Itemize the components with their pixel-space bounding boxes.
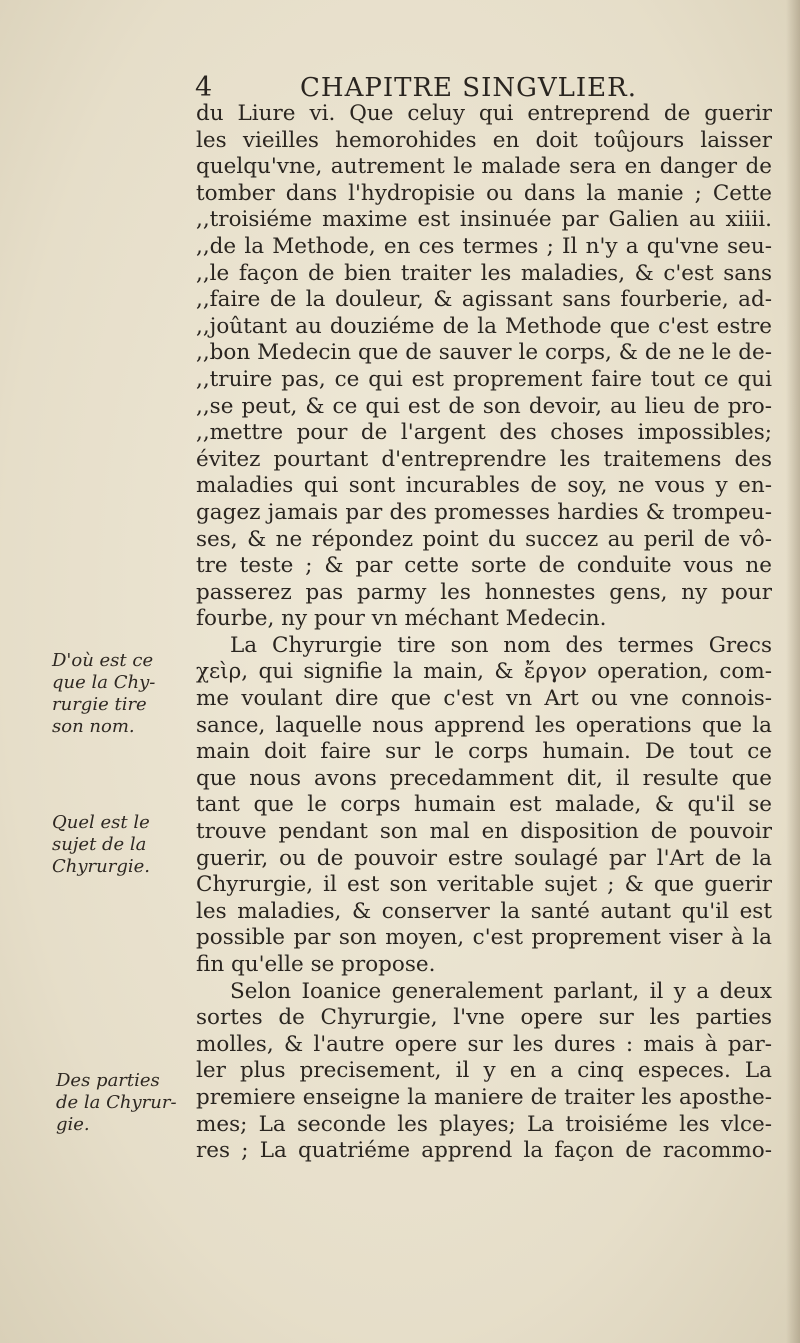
text-line: gagez jamais par des promesses hardies & trompeu- — [196, 499, 772, 525]
text-line: passerez pas parmy les honnestes gens, ny pour — [196, 579, 772, 605]
text-line: sortes de Chyrurgie, l'vne opere sur les parties — [196, 1005, 772, 1031]
text-line: me voulant dire que c'est vn Art ou vne connois- — [196, 686, 772, 712]
text-line: χεὶρ, qui signifie la main, & ἔργον operation, com- — [196, 659, 772, 685]
text-line: ler plus precisement, il y en a cinq especes. La — [196, 1058, 772, 1084]
text-line: quelqu'vne, autrement le malade sera en danger de — [196, 154, 772, 180]
text-line: res ; La quatriéme apprend la façon de racommo- — [196, 1138, 772, 1164]
text-line: ,,le façon de bien traiter les maladies, & c'est sans — [196, 260, 772, 286]
text-line: fin qu'elle se propose. — [196, 952, 436, 977]
margin-note-line: rurgie tire — [52, 694, 147, 715]
text-line: les vieilles hemorohides en doit toûjours laisser — [196, 127, 772, 153]
text-line: ses, & ne répondez point du succez au peril de vô- — [196, 526, 772, 552]
text-line: ,,joûtant au douziéme de la Methode que c'est estre — [196, 313, 772, 339]
text-line: fourbe, ny pour vn méchant Medecin. — [196, 606, 607, 632]
text-line: ,,faire de la douleur, & agissant sans fourberie, ad- — [196, 287, 772, 313]
text-line: Selon Ioanice generalement parlant, il y a deux — [230, 978, 772, 1004]
text-line: possible par son moyen, c'est proprement viser à la — [196, 925, 772, 951]
main-text-block — [196, 101, 772, 1165]
text-line: trouve pendant son mal en disposition de pouvoir — [196, 819, 772, 845]
text-line: ,,bon Medecin que de sauver le corps, & de ne le de- — [196, 340, 772, 366]
margin-note-line: gie. — [56, 1114, 90, 1135]
text-line: mes; La seconde les playes; La troisiéme les vlce- — [196, 1111, 772, 1137]
margin-note-line: Quel est le — [52, 812, 150, 833]
text-line: tant que le corps humain est malade, & qu'il se — [196, 792, 772, 818]
text-line: que nous avons precedamment dit, il resulte que — [196, 765, 772, 791]
text-line: ,,se peut, & ce qui est de son devoir, au lieu de pro- — [196, 393, 772, 419]
margin-note-subject — [52, 812, 187, 878]
text-line: tre teste ; & par cette sorte de conduite vous ne — [196, 553, 772, 579]
margin-note-line: son nom. — [52, 716, 135, 737]
text-line: premiere enseigne la maniere de traiter les aposthe- — [196, 1084, 772, 1110]
text-line: les maladies, & conserver la santé autant qu'il est — [196, 898, 772, 924]
text-line: molles, & l'autre opere sur les dures : mais à par- — [196, 1031, 772, 1057]
text-line: maladies qui sont incurables de soy, ne vous y en- — [196, 473, 772, 499]
text-line: tomber dans l'hydropisie ou dans la manie ; Cette — [196, 180, 772, 206]
margin-note-line: Chyrurgie. — [52, 856, 150, 877]
running-title: CHAPITRE SINGVLIER. — [300, 73, 638, 103]
text-line: Chyrurgie, il est son veritable sujet ; & que guerir — [196, 872, 772, 898]
text-line: évitez pourtant d'entreprendre les traitemens des — [196, 446, 772, 472]
text-line: La Chyrurgie tire son nom des termes Grecs — [230, 632, 772, 658]
margin-note-line: de la Chyrur- — [56, 1092, 177, 1113]
page-edge-shadow — [786, 0, 800, 1343]
margin-note-line: que la Chy- — [52, 672, 156, 693]
page-number: 4 — [195, 72, 213, 103]
text-line: ,,troisiéme maxime est insinuée par Galien au xiiii. — [196, 207, 772, 233]
margin-note-line: sujet de la — [52, 834, 147, 855]
text-line: ,,de la Methode, en ces termes ; Il n'y a qu'vne seu- — [196, 233, 772, 259]
margin-note-line: Des parties — [56, 1070, 160, 1091]
text-line: main doit faire sur le corps humain. De tout ce — [196, 739, 772, 765]
text-line: sance, laquelle nous apprend les operations que la — [196, 712, 772, 738]
text-line: ,,truire pas, ce qui est proprement faire tout ce qui — [196, 366, 772, 392]
margin-note-origin-of-name — [52, 650, 180, 738]
text-line: du Liure vi. Que celuy qui entreprend de guerir — [196, 101, 772, 126]
margin-note-line: D'où est ce — [52, 650, 154, 671]
margin-note-parts — [56, 1070, 190, 1136]
text-line: ,,mettre pour de l'argent des choses impossibles; — [196, 420, 772, 446]
text-line: guerir, ou de pouvoir estre soulagé par l'Art de la — [196, 845, 772, 871]
